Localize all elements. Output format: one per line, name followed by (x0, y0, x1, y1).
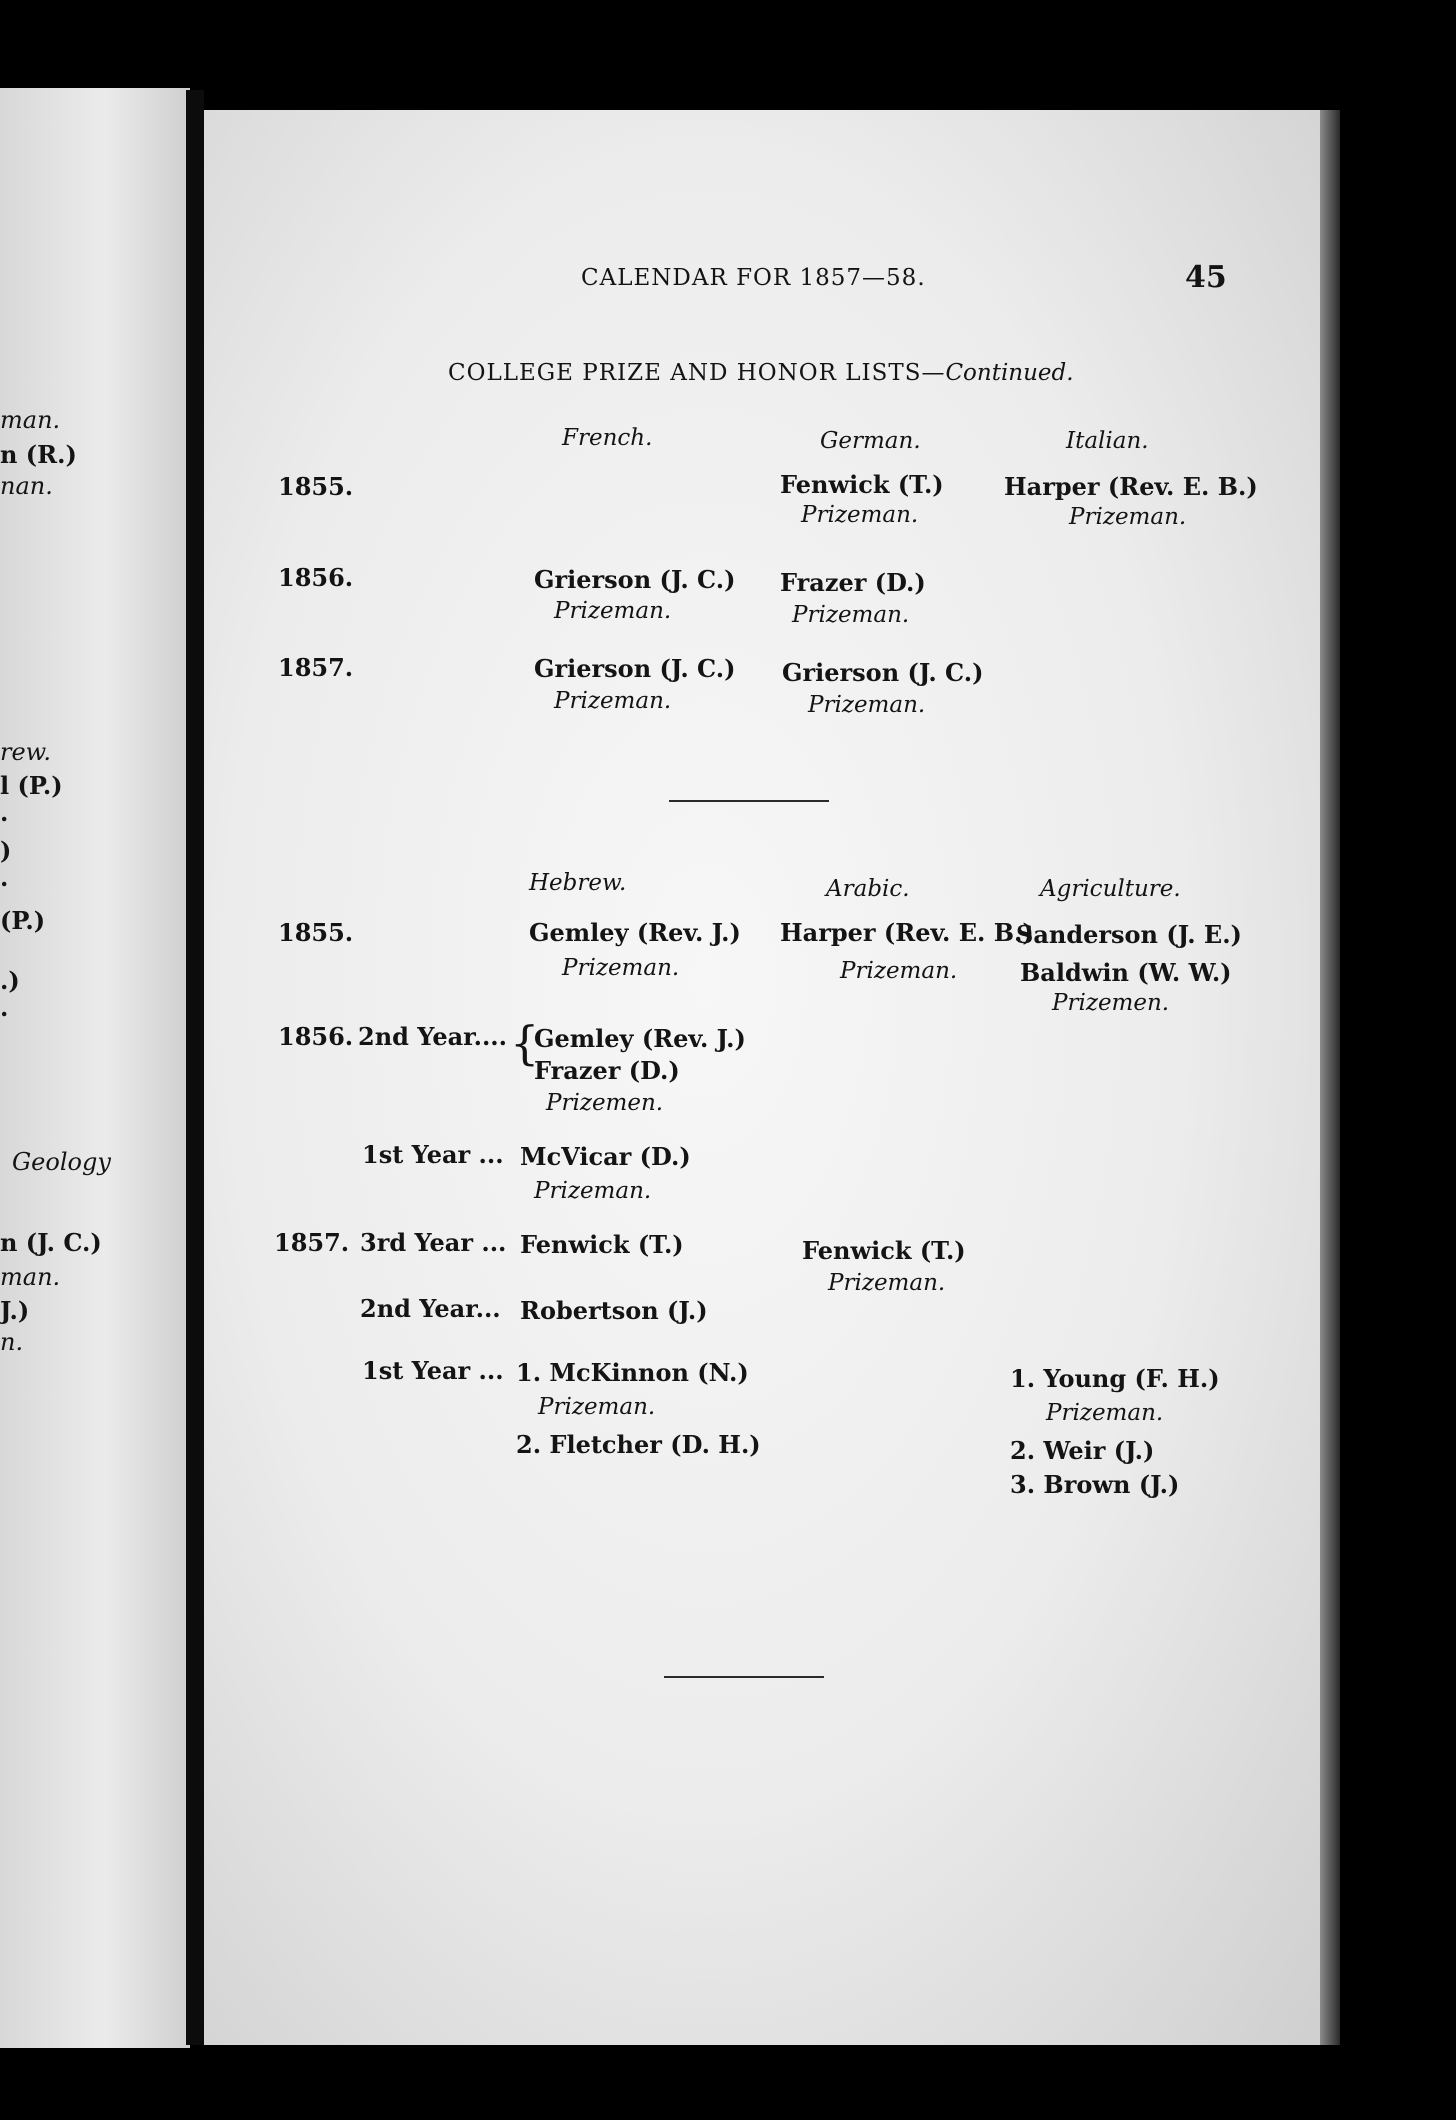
prize-label: Prizeman. (1069, 504, 1187, 530)
book-spine (186, 90, 204, 2045)
prize-label: Prizeman. (534, 1178, 652, 1204)
left-fragment: ) (0, 836, 12, 865)
prize-label: Prizeman. (792, 602, 910, 628)
left-fragment: Geology (12, 1148, 111, 1176)
class-year-label: 2nd Year... (360, 1294, 501, 1323)
hebrew-name: Frazer (D.) (534, 1056, 680, 1085)
agriculture-name: 3. Brown (J.) (1010, 1470, 1180, 1499)
hebrew-name: 2. Fletcher (D. H.) (516, 1430, 761, 1459)
hebrew-name: Gemley (Rev. J.) (534, 1024, 746, 1053)
main-page (204, 110, 1320, 2045)
hebrew-name: Gemley (Rev. J.) (529, 918, 741, 947)
class-year-label: 3rd Year ... (360, 1228, 507, 1257)
prize-label: Prizeman. (808, 692, 926, 718)
agriculture-name: Sanderson (J. E.) (1016, 920, 1242, 949)
section-title-text: COLLEGE PRIZE AND HONOR LISTS— (448, 360, 946, 386)
left-fragment: man. (0, 406, 61, 434)
prize-label: Prizeman. (554, 598, 672, 624)
prize-label: Prizemen. (1052, 990, 1170, 1016)
prize-label: Prizeman. (538, 1394, 656, 1420)
hebrew-name: 1. McKinnon (N.) (516, 1358, 749, 1387)
italian-name: Harper (Rev. E. B.) (1004, 472, 1258, 501)
section-divider (669, 800, 829, 802)
left-fragment: l (P.) (0, 771, 63, 800)
agriculture-name: Baldwin (W. W.) (1020, 958, 1232, 987)
year-label: 1857. (274, 1228, 350, 1257)
year-label: 1855. (278, 918, 354, 947)
german-name: Grierson (J. C.) (782, 658, 984, 687)
column-header-german: German. (820, 428, 921, 454)
section-divider (664, 1676, 824, 1678)
agriculture-name: 2. Weir (J.) (1010, 1436, 1155, 1465)
page-right-edge (1320, 110, 1340, 2045)
class-year-label: 2nd Year.... (358, 1022, 508, 1051)
section-title (448, 360, 1074, 386)
class-year-label: 1st Year ... (362, 1356, 504, 1385)
year-label: 1855. (278, 472, 354, 501)
column-header-agriculture: Agriculture. (1040, 876, 1181, 902)
prize-label: Prizeman. (828, 1270, 946, 1296)
hebrew-name: Robertson (J.) (520, 1296, 708, 1325)
left-fragment: n (J. C.) (0, 1228, 102, 1257)
column-header-arabic: Arabic. (826, 876, 910, 902)
column-header-italian: Italian. (1066, 428, 1149, 454)
left-fragment: J.) (0, 1296, 30, 1325)
page-number: 45 (1185, 260, 1227, 295)
left-fragment: .) (0, 966, 20, 995)
arabic-name: Fenwick (T.) (802, 1236, 966, 1265)
class-year-label: 1st Year ... (362, 1140, 504, 1169)
year-label: 1857. (278, 653, 354, 682)
prize-label: Prizeman. (801, 502, 919, 528)
left-fragment: rew. (0, 738, 51, 766)
french-name: Grierson (J. C.) (534, 565, 736, 594)
hebrew-name: Fenwick (T.) (520, 1230, 684, 1259)
german-name: Frazer (D.) (780, 568, 926, 597)
prize-label: Prizeman. (1046, 1400, 1164, 1426)
french-name: Grierson (J. C.) (534, 654, 736, 683)
running-title: CALENDAR FOR 1857—58. (581, 265, 926, 291)
prize-label: Prizeman. (840, 958, 958, 984)
left-fragment: n. (0, 1328, 24, 1356)
year-label: 1856. (278, 1022, 354, 1051)
prize-label: Prizemen. (546, 1090, 664, 1116)
left-fragment: man. (0, 1263, 61, 1291)
left-fragment: . (0, 993, 9, 1022)
left-fragment: nan. (0, 472, 53, 500)
left-page-fragment (0, 88, 190, 2048)
hebrew-name: McVicar (D.) (520, 1142, 691, 1171)
arabic-name: Harper (Rev. E. B.) (780, 918, 1034, 947)
left-fragment: . (0, 798, 9, 827)
agriculture-name: 1. Young (F. H.) (1010, 1364, 1220, 1393)
year-label: 1856. (278, 563, 354, 592)
left-fragment: (P.) (0, 906, 46, 935)
left-fragment: . (0, 863, 9, 892)
prize-label: Prizeman. (554, 688, 672, 714)
german-name: Fenwick (T.) (780, 470, 944, 499)
prize-label: Prizeman. (562, 955, 680, 981)
section-title-continued: Continued. (945, 360, 1074, 386)
left-fragment: n (R.) (0, 440, 77, 469)
brace-glyph: { (510, 1016, 540, 1070)
column-header-hebrew: Hebrew. (529, 870, 627, 896)
column-header-french: French. (562, 425, 653, 451)
